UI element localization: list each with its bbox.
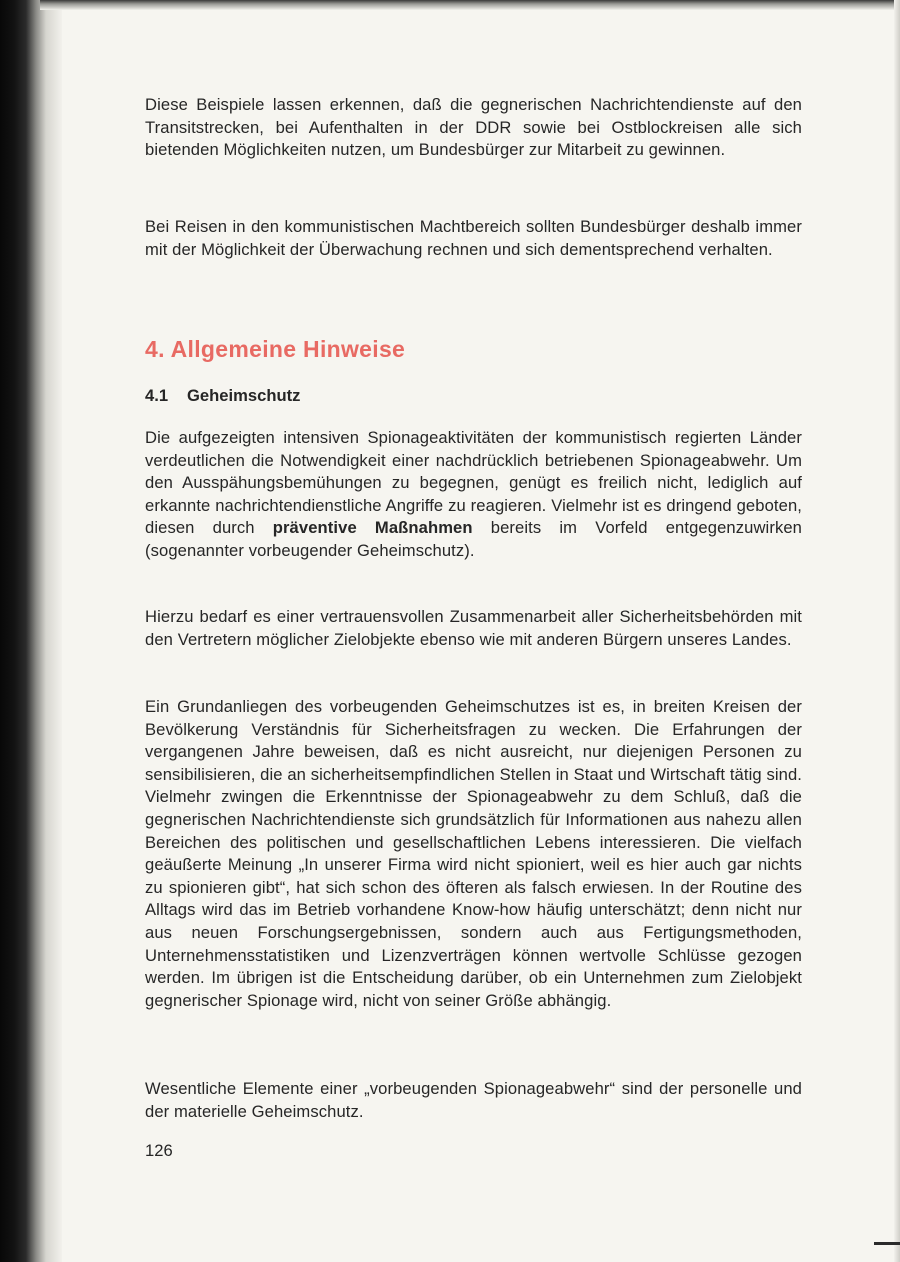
section-paragraph-1 [145,427,802,563]
chapter-number: 4. [145,336,165,362]
section-paragraph-1-text-b: bereits im Vorfeld entgegenzuwirken (sogenannter vorbeugender Geheimschutz). [145,518,802,560]
section-paragraph-4: Wesentliche Elemente einer „vorbeugenden Spionageabwehr“ sind der personelle und der materielle Geheimschutz. [145,1079,802,1121]
page-bottom-mark [874,1242,900,1245]
intro-paragraph-2: Bei Reisen in den kommunistischen Machtbereich sollten Bundesbürger deshalb immer mit der Möglichkeit der Überwachung rechnen und sich dementsprechend verhalten. [145,217,802,259]
section-paragraph-3: Ein Grundanliegen des vorbeugenden Geheimschutzes ist es, in breiten Kreisen der Bevölkerung Verständnis für Sicherheitsfragen zu wecken. Die Erfahrungen der vergangenen Jahre beweisen, daß es nicht ausreicht, nur diejenigen Personen zu sensibilisieren, die an sicherheitsempfindlichen Stellen in Staat und Wirtschaft tätig sind. Vielmehr zwingen die Erkenntnisse der Spionageabwehr zu dem Schluß, daß die gegnerischen Nachrichtendienste sich grundsätzlich für Informationen aus nahezu allen Bereichen des politischen und gesellschaftlichen Lebens interessieren. Die vielfach geäußerte Meinung „In unserer Firma wird nicht spioniert, weil es hier auch gar nichts zu spionieren gibt“, hat sich schon des öfteren als falsch erwiesen. In der Routine des Alltags wird das im Betrieb vorhandene Know-how häufig unterschätzt; denn nicht nur aus neuen Forschungsergebnissen, sondern auch aus Fertigungsmethoden, Unternehmensstatistiken und Lizenzverträgen können wertvolle Schlüsse gezogen werden. Im übrigen ist die Entscheidung darüber, ob ein Unternehmen zum Zielobjekt gegnerischer Spionage wird, nicht von seiner Größe abhängig. [145,697,802,1010]
chapter-title: Allgemeine Hinweise [170,336,406,362]
intro-paragraph-1: Diese Beispiele lassen erkennen, daß die gegnerischen Nachrichtendienste auf den Transitstrecken, bei Aufenthalten in der DDR sowie bei Ostblockreisen alle sich bietenden Möglichkeiten nutzen, um Bundesbürger zur Mitarbeit zu gewinnen. [145,95,802,160]
section-heading [145,386,300,406]
section-title: Geheimschutz [187,386,301,405]
section-number: 4.1 [145,386,169,405]
page-number: 126 [145,1141,173,1160]
page-top-edge [40,0,900,10]
section-paragraph-2: Hierzu bedarf es einer vertrauensvollen Zusammenarbeit aller Sicherheitsbehörden mit den Vertretern möglicher Zielobjekte ebenso wie mit anderen Bürgern unseres Landes. [145,607,802,649]
book-binding-shadow [0,0,62,1262]
page-right-edge [894,0,900,1262]
section-paragraph-1-emphasis: präventive Maßnahmen [272,518,473,538]
section-paragraph-1-text-a: Die aufgezeigten intensiven Spionageaktivitäten der kommunistisch regierten Länder verdeutlichen die Notwendigkeit einer nachdrücklich betriebenen Spionageabwehr. Um den Ausspähungsbemühungen zu begegnen, genügt es freilich nicht, lediglich auf erkannte nachrichtendienstliche Angriffe zu reagieren. Vielmehr ist es dringend geboten, diesen durch [145,428,802,538]
chapter-heading [145,336,405,363]
